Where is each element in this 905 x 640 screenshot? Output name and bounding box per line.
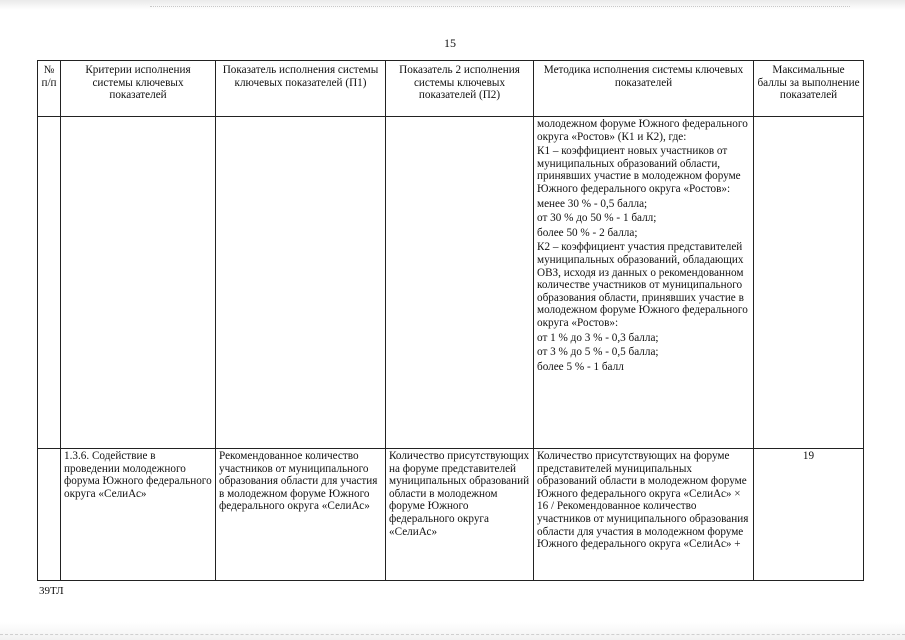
- method-line: от 3 % до 5 % - 0,5 балла;: [537, 346, 659, 359]
- footer-code: 39ТЛ: [39, 585, 64, 597]
- cell-criteria: 1.3.6. Содействие в проведении молодежного форума Южного федерального округа «СелиАс»: [61, 449, 216, 581]
- kpi-table: [37, 60, 864, 581]
- header-max-points: Максимальные баллы за выполнение показателей: [754, 61, 864, 117]
- header-number: № п/п: [38, 61, 61, 117]
- header-p2: Показатель 2 исполнения системы ключевых показателей (П2): [386, 61, 534, 117]
- cell-number: [38, 117, 61, 449]
- method-line: молодежном форуме Южного федерального округа «Ростов» (К1 и К2), где:: [537, 118, 748, 143]
- method-line: более 5 % - 1 балл: [537, 360, 624, 373]
- header-criteria: Критерии исполнения системы ключевых показателей: [61, 61, 216, 117]
- method-line: К2 – коэффициент участия представителей муниципальных образований, обладающих ОВЗ, исходя из данных о рекомендованном количестве участников от муниципального образования области, принявших участие в молодежном форуме Южного федерального округа «Ростов»:: [537, 241, 748, 329]
- scan-artifact-bottom: [0, 634, 905, 636]
- scan-edge-top: [0, 0, 905, 10]
- cell-p1: Рекомендованное количество участников от муниципального образования области для участия в молодежном форуме Южного федерального округа «СелиАс»: [216, 449, 386, 581]
- method-line: от 1 % до 3 % - 0,3 балла;: [537, 331, 659, 344]
- method-line: К1 – коэффициент новых участников от муниципальных образований области, принявших участие в молодежном форуме Южного федерального округа «Ростов»:: [537, 145, 741, 195]
- cell-p1: [216, 117, 386, 449]
- method-line: более 50 % - 2 балла;: [537, 226, 638, 239]
- header-p1: Показатель исполнения системы ключевых показателей (П1): [216, 61, 386, 117]
- cell-criteria: [61, 117, 216, 449]
- table-row-136: [38, 449, 864, 581]
- method-line: менее 30 % - 0,5 балла;: [537, 197, 648, 210]
- cell-max-points: 19: [754, 449, 864, 581]
- cell-p2: Количество присутствующих на форуме представителей муниципальных образований области в молодежном форуме Южного федерального округа «СелиАс»: [386, 449, 534, 581]
- cell-number: [38, 449, 61, 581]
- scan-artifact-top: [150, 6, 850, 8]
- table-header-row: [38, 61, 864, 117]
- cell-max-points: [754, 117, 864, 449]
- header-method: Методика исполнения системы ключевых показателей: [534, 61, 754, 117]
- page-number: 15: [444, 36, 456, 50]
- method-line: от 30 % до 50 % - 1 балл;: [537, 212, 657, 225]
- cell-method: Количество присутствующих на форуме представителей муниципальных образований области в молодежном форуме Южного федерального округа «СелиАс» × 16 / Рекомендованное количество участников от муниципального образования области для участия в молодежном форуме Южного федерального округа «СелиАс» +: [534, 449, 754, 581]
- cell-p2: [386, 117, 534, 449]
- scan-edge-bottom: [0, 622, 905, 640]
- table-row-continued: [38, 117, 864, 449]
- cell-method: [534, 117, 754, 449]
